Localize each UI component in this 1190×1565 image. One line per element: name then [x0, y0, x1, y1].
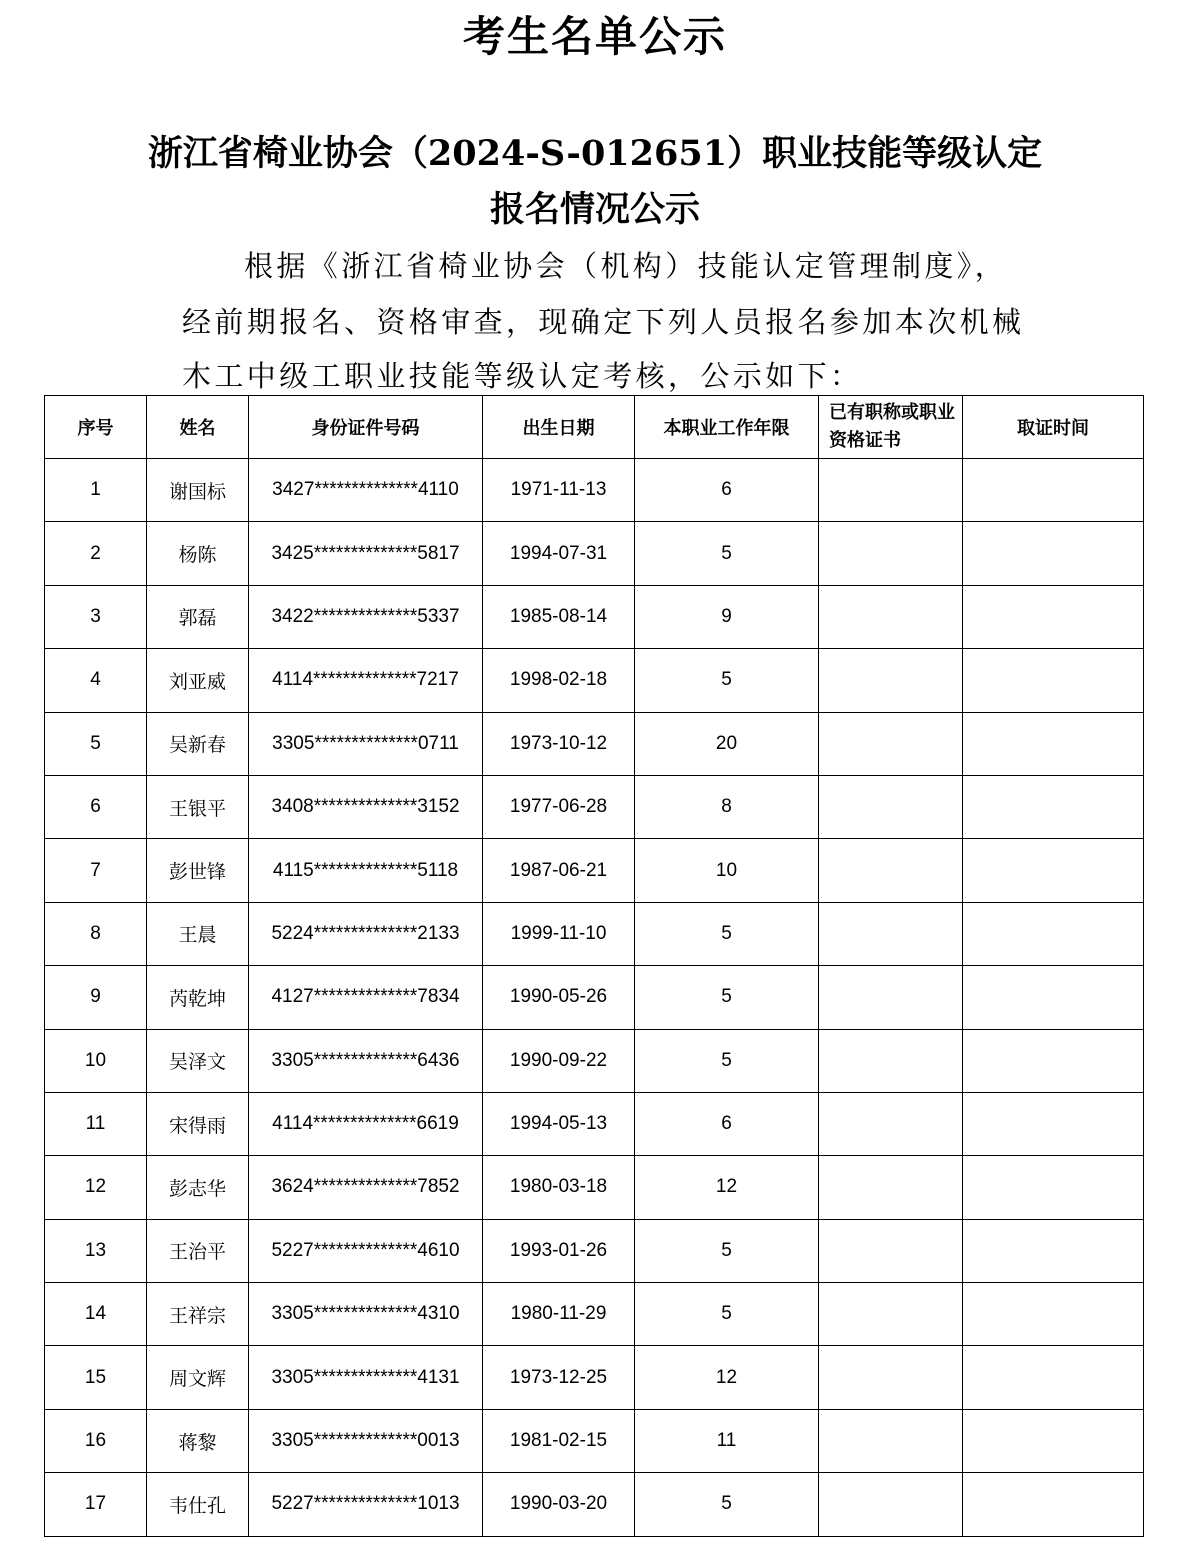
cell-id-number: 3624**************7852 [249, 1156, 483, 1219]
cell-certificate [819, 1473, 963, 1536]
cell-serial: 6 [45, 775, 147, 838]
cell-certificate [819, 1219, 963, 1282]
table-body [45, 459, 1144, 1537]
cell-id-number: 3305**************0013 [249, 1409, 483, 1472]
cell-name: 蒋黎 [147, 1409, 249, 1472]
cell-name: 彭志华 [147, 1156, 249, 1219]
cell-cert-date [963, 1283, 1144, 1346]
cell-work-years: 9 [635, 585, 819, 648]
cell-serial: 12 [45, 1156, 147, 1219]
cell-id-number: 3422**************5337 [249, 585, 483, 648]
cell-work-years: 5 [635, 966, 819, 1029]
intro-line: 经前期报名、资格审查，现确定下列人员报名参加本次机械 [182, 305, 1025, 339]
intro-line: 木工中级工职业技能等级认定考核，公示如下： [182, 359, 863, 393]
cell-certificate [819, 522, 963, 585]
cell-work-years: 20 [635, 712, 819, 775]
cell-id-number: 5224**************2133 [249, 902, 483, 965]
cell-id-number: 4114**************6619 [249, 1092, 483, 1155]
cell-name: 韦仕孔 [147, 1473, 249, 1536]
cell-cert-date [963, 1156, 1144, 1219]
candidate-table [44, 395, 1144, 1537]
cell-name: 王治平 [147, 1219, 249, 1282]
table-row [45, 1473, 1144, 1536]
cell-work-years: 10 [635, 839, 819, 902]
table-row [45, 1346, 1144, 1409]
cell-serial: 17 [45, 1473, 147, 1536]
table-row [45, 839, 1144, 902]
cell-birth-date: 1998-02-18 [483, 649, 635, 712]
cell-work-years: 6 [635, 459, 819, 522]
cell-certificate [819, 649, 963, 712]
cell-serial: 1 [45, 459, 147, 522]
cell-cert-date [963, 1409, 1144, 1472]
cell-certificate [819, 839, 963, 902]
cell-name: 芮乾坤 [147, 966, 249, 1029]
cell-serial: 14 [45, 1283, 147, 1346]
table-row [45, 712, 1144, 775]
cell-id-number: 3305**************6436 [249, 1029, 483, 1092]
cell-birth-date: 1990-05-26 [483, 966, 635, 1029]
table-header-row [45, 396, 1144, 459]
cell-serial: 16 [45, 1409, 147, 1472]
cell-birth-date: 1994-07-31 [483, 522, 635, 585]
cell-serial: 5 [45, 712, 147, 775]
cell-cert-date [963, 522, 1144, 585]
cell-birth-date: 1973-12-25 [483, 1346, 635, 1409]
table-row [45, 522, 1144, 585]
cell-certificate [819, 1156, 963, 1219]
cell-cert-date [963, 459, 1144, 522]
table-row [45, 585, 1144, 648]
header-name: 姓名 [147, 396, 249, 459]
cell-id-number: 3305**************4131 [249, 1346, 483, 1409]
cell-work-years: 11 [635, 1409, 819, 1472]
cell-serial: 4 [45, 649, 147, 712]
header-id-number: 身份证件号码 [249, 396, 483, 459]
cell-name: 吴泽文 [147, 1029, 249, 1092]
cell-work-years: 5 [635, 649, 819, 712]
cell-name: 王银平 [147, 775, 249, 838]
cell-name: 彭世锋 [147, 839, 249, 902]
cell-cert-date [963, 712, 1144, 775]
cell-certificate [819, 775, 963, 838]
cell-certificate [819, 459, 963, 522]
cell-certificate [819, 1346, 963, 1409]
cell-name: 吴新春 [147, 712, 249, 775]
cell-birth-date: 1973-10-12 [483, 712, 635, 775]
table-row [45, 1092, 1144, 1155]
cell-work-years: 12 [635, 1156, 819, 1219]
cell-id-number: 3427**************4110 [249, 459, 483, 522]
cell-serial: 7 [45, 839, 147, 902]
cell-work-years: 5 [635, 902, 819, 965]
table-row [45, 649, 1144, 712]
cell-cert-date [963, 775, 1144, 838]
table-row [45, 966, 1144, 1029]
cell-work-years: 12 [635, 1346, 819, 1409]
table-row [45, 459, 1144, 522]
cell-cert-date [963, 1092, 1144, 1155]
cell-name: 周文辉 [147, 1346, 249, 1409]
cell-birth-date: 1987-06-21 [483, 839, 635, 902]
cell-birth-date: 1977-06-28 [483, 775, 635, 838]
cell-birth-date: 1990-09-22 [483, 1029, 635, 1092]
intro-line: 根据《浙江省椅业协会（机构）技能认定管理制度》， [244, 249, 1008, 283]
cell-name: 宋得雨 [147, 1092, 249, 1155]
cell-serial: 15 [45, 1346, 147, 1409]
cell-birth-date: 1985-08-14 [483, 585, 635, 648]
table-row [45, 1156, 1144, 1219]
header-cert-date: 取证时间 [963, 396, 1144, 459]
cell-id-number: 4127**************7834 [249, 966, 483, 1029]
cell-name: 郭磊 [147, 585, 249, 648]
cell-certificate [819, 1092, 963, 1155]
cell-work-years: 5 [635, 1283, 819, 1346]
table-row [45, 902, 1144, 965]
cell-name: 谢国标 [147, 459, 249, 522]
cell-serial: 11 [45, 1092, 147, 1155]
cell-name: 王晨 [147, 902, 249, 965]
page-title: 考生名单公示 [462, 12, 727, 61]
cell-serial: 9 [45, 966, 147, 1029]
cell-cert-date [963, 839, 1144, 902]
cell-id-number: 5227**************1013 [249, 1473, 483, 1536]
table-row [45, 1029, 1144, 1092]
header-work-years: 本职业工作年限 [635, 396, 819, 459]
cell-id-number: 3408**************3152 [249, 775, 483, 838]
cell-serial: 2 [45, 522, 147, 585]
cell-birth-date: 1993-01-26 [483, 1219, 635, 1282]
cell-certificate [819, 902, 963, 965]
cell-cert-date [963, 1029, 1144, 1092]
header-certificate: 已有职称或职业资格证书 [819, 396, 963, 459]
cell-certificate [819, 1029, 963, 1092]
cell-birth-date: 1980-03-18 [483, 1156, 635, 1219]
cell-name: 杨陈 [147, 522, 249, 585]
subtitle-line-1: 浙江省椅业协会（2024-S-012651）职业技能等级认定 [147, 133, 1043, 174]
cell-serial: 8 [45, 902, 147, 965]
cell-birth-date: 1980-11-29 [483, 1283, 635, 1346]
cell-work-years: 8 [635, 775, 819, 838]
cell-cert-date [963, 902, 1144, 965]
cell-cert-date [963, 649, 1144, 712]
cell-cert-date [963, 585, 1144, 648]
cell-serial: 3 [45, 585, 147, 648]
cell-cert-date [963, 1346, 1144, 1409]
cell-certificate [819, 1409, 963, 1472]
header-birth-date: 出生日期 [483, 396, 635, 459]
cell-certificate [819, 585, 963, 648]
cell-certificate [819, 1283, 963, 1346]
header-serial: 序号 [45, 396, 147, 459]
cell-work-years: 5 [635, 1473, 819, 1536]
cell-cert-date [963, 1219, 1144, 1282]
cell-cert-date [963, 1473, 1144, 1536]
cell-work-years: 5 [635, 522, 819, 585]
table-row [45, 1409, 1144, 1472]
table-row [45, 1283, 1144, 1346]
cell-cert-date [963, 966, 1144, 1029]
cell-id-number: 5227**************4610 [249, 1219, 483, 1282]
cell-work-years: 6 [635, 1092, 819, 1155]
cell-name: 刘亚威 [147, 649, 249, 712]
cell-birth-date: 1981-02-15 [483, 1409, 635, 1472]
cell-birth-date: 1971-11-13 [483, 459, 635, 522]
cell-serial: 13 [45, 1219, 147, 1282]
cell-certificate [819, 966, 963, 1029]
cell-id-number: 3425**************5817 [249, 522, 483, 585]
cell-id-number: 3305**************4310 [249, 1283, 483, 1346]
cell-id-number: 4114**************7217 [249, 649, 483, 712]
cell-id-number: 3305**************0711 [249, 712, 483, 775]
cell-birth-date: 1990-03-20 [483, 1473, 635, 1536]
cell-work-years: 5 [635, 1029, 819, 1092]
cell-work-years: 5 [635, 1219, 819, 1282]
cell-serial: 10 [45, 1029, 147, 1092]
cell-birth-date: 1994-05-13 [483, 1092, 635, 1155]
table-row [45, 775, 1144, 838]
table-row [45, 1219, 1144, 1282]
cell-name: 王祥宗 [147, 1283, 249, 1346]
subtitle-line-2: 报名情况公示 [489, 189, 700, 230]
cell-certificate [819, 712, 963, 775]
cell-id-number: 4115**************5118 [249, 839, 483, 902]
cell-birth-date: 1999-11-10 [483, 902, 635, 965]
